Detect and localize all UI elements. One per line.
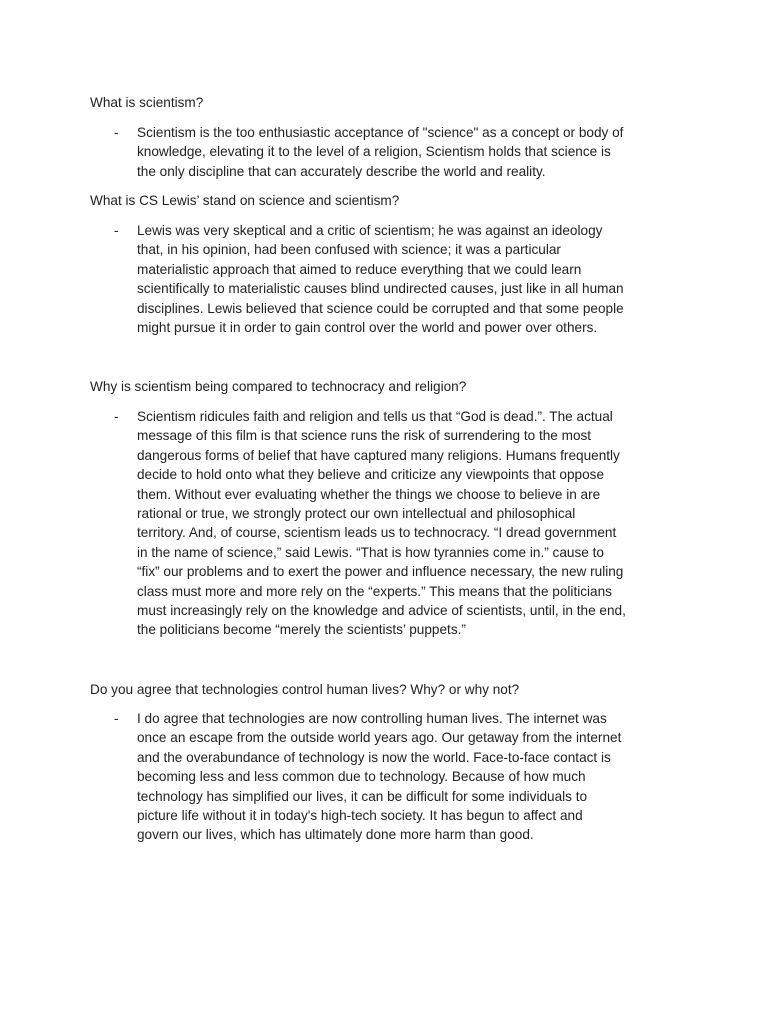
question-3: Why is scientism being compared to technocracy and religion? <box>90 379 467 394</box>
bullet-dash: - <box>114 711 119 726</box>
answer-line: and the overabundance of technology is now the world. Face-to-face contact is <box>137 749 611 765</box>
bullet-dash: - <box>114 125 119 140</box>
answer-3-text <box>137 407 685 640</box>
answer-4-text <box>137 709 685 845</box>
answer-line: the only discipline that can accurately describe the world and reality. <box>137 163 546 179</box>
answer-line: govern our lives, which has ultimately done more harm than good. <box>137 827 534 843</box>
answer-line: picture life without it in today's high-tech society. It has begun to affect and <box>137 808 583 824</box>
answer-line: I do agree that technologies are now controlling human lives. The internet was <box>137 711 607 726</box>
answer-line: materialistic approach that aimed to reduce everything that we could learn <box>137 261 582 277</box>
answer-line: disciplines. Lewis believed that science could be corrupted and that some people <box>137 300 624 316</box>
answer-line: Scientism is the too enthusiastic acceptance of "science" as a concept or body of <box>137 125 624 140</box>
answer-line: technology has simplified our lives, it can be difficult for some individuals to <box>137 788 588 804</box>
answer-line: might pursue it in order to gain control over the world and power over others. <box>137 320 598 336</box>
answer-1-text <box>137 123 685 181</box>
answer-line: knowledge, elevating it to the level of a religion, Scientism holds that science is <box>137 144 611 160</box>
answer-line: Scientism ridicules faith and religion and tells us that “God is dead.”. The actual <box>137 409 613 424</box>
answer-line: “fix” our problems and to exert the power and influence necessary, the new ruling <box>137 564 624 580</box>
answer-line: in the name of science,” said Lewis. “That is how tyrannies come in.” cause to <box>137 544 604 560</box>
answer-line: Lewis was very skeptical and a critic of scientism; he was against an ideology <box>137 223 603 238</box>
question-1: What is scientism? <box>90 95 204 110</box>
question-4: Do you agree that technologies control human lives? Why? or why not? <box>90 682 520 697</box>
answer-2-text <box>137 221 685 337</box>
answer-line: rational or true, we strongly protect our own intellectual and philosophical <box>137 506 576 522</box>
answer-line: class must more and more rely on the “experts.” This means that the politicians <box>137 583 612 599</box>
answer-line: dangerous forms of belief that have captured many religions. Humans frequently <box>137 447 620 463</box>
question-2: What is CS Lewis’ stand on science and scientism? <box>90 193 400 208</box>
bullet-dash: - <box>114 223 119 238</box>
answer-line: message of this film is that science runs the risk of surrendering to the most <box>137 428 592 444</box>
answer-line: territory. And, of course, scientism leads us to technocracy. “I dread government <box>137 525 617 541</box>
answer-line: must increasingly rely on the knowledge and advice of scientists, until, in the end, <box>137 603 626 619</box>
bullet-dash: - <box>114 409 119 424</box>
answer-line: that, in his opinion, had been confused with science; it was a particular <box>137 242 561 258</box>
answer-line: scientifically to materialistic causes blind undirected causes, just like in all human <box>137 281 624 297</box>
answer-line: once an escape from the outside world years ago. Our getaway from the internet <box>137 730 622 746</box>
answer-line: becoming less and less common due to technology. Because of how much <box>137 769 586 785</box>
answer-line: decide to hold onto what they believe and criticize any viewpoints that oppose <box>137 467 605 483</box>
answer-line: the politicians become “merely the scientists’ puppets.” <box>137 622 466 638</box>
answer-line: them. Without ever evaluating whether the things we choose to believe in are <box>137 486 601 502</box>
